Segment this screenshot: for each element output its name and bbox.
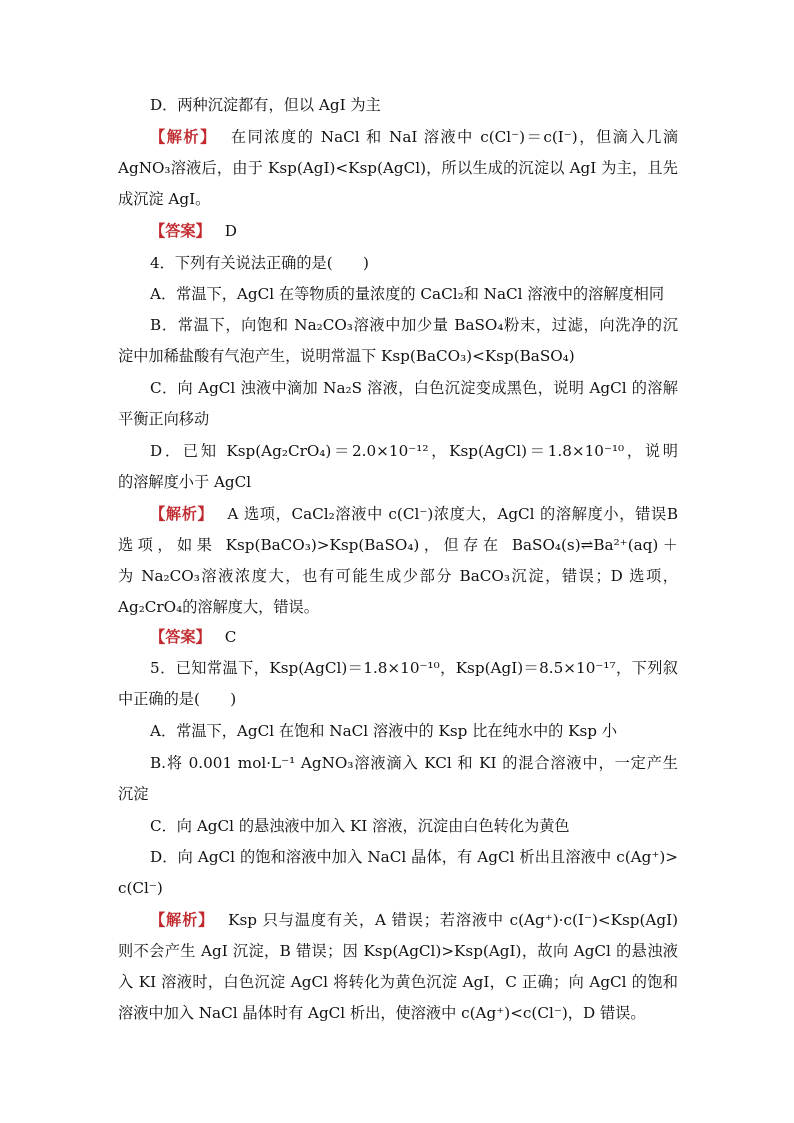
q4-analysis-line-1 [150,504,678,526]
q4-option-d-line-1: D．已知 Ksp(Ag₂CrO₄)＝2.0×10⁻¹²，Ksp(AgCl)＝1.8×10⁻¹⁰，说明 [150,442,678,460]
q3-analysis-label: 【解析】 [150,128,217,146]
q3-answer [150,221,678,243]
q4-option-a: A．常温下，AgCl 在等物质的量浓度的 CaCl₂和 NaCl 溶液中的溶解度相同 [150,285,665,303]
q4-analysis-line-2: 选项，如果 Ksp(BaCO₃)>Ksp(BaSO₄)，但存在 BaSO₄(s)⇌Ba²⁺(aq)＋ [118,536,678,554]
q5-option-b-line-2: 沉淀 [118,785,149,803]
q3-answer-label: 【答案】 [150,222,211,240]
q5-stem-line-2: 中正确的是( ) [118,690,237,708]
q4-stem: 4．下列有关说法正确的是( ) [150,254,369,272]
q4-option-b-line-2: 淀中加稀盐酸有气泡产生，说明常温下 Ksp(BaCO₃)<Ksp(BaSO₄) [118,347,575,365]
q5-analysis-line-2: 则不会产生 AgI 沉淀，B 错误；因 Ksp(AgCl)>Ksp(AgI)，故向 AgCl 的悬浊液 [118,942,678,960]
q4-answer-value: C [224,628,237,646]
q4-analysis-line-3: 为 Na₂CO₃溶液浓度大，也有可能生成少部分 BaCO₃沉淀，错误；D 选项， [118,567,678,585]
q5-option-a: A．常温下，AgCl 在饱和 NaCl 溶液中的 Ksp 比在纯水中的 Ksp 小 [150,722,618,740]
q4-answer [150,627,678,649]
q4-analysis-text-1: A 选项，CaCl₂溶液中 c(Cl⁻)浓度大，AgCl 的溶解度小，错误B [227,505,678,523]
q4-analysis-line-4: Ag₂CrO₄的溶解度大，错误。 [118,598,319,616]
q5-analysis-line-3: 入 KI 溶液时，白色沉淀 AgCl 将转化为黄色沉淀 AgI，C 正确；向 AgCl 的饱和 [118,973,678,991]
q5-option-d-line-2: c(Cl⁻) [118,879,163,897]
q4-option-b-line-1: B．常温下，向饱和 Na₂CO₃溶液中加少量 BaSO₄粉末，过滤，向洗净的沉 [150,316,678,334]
q4-analysis-label: 【解析】 [150,505,214,523]
q5-option-c: C．向 AgCl 的悬浊液中加入 KI 溶液，沉淀由白色转化为黄色 [150,817,570,835]
q3-analysis-line-1 [150,127,678,149]
q5-analysis-text-1: Ksp 只与温度有关，A 错误；若溶液中 c(Ag⁺)·c(I⁻)<Ksp(AgI) [228,911,678,929]
q5-analysis-label: 【解析】 [150,911,215,929]
q4-option-c-line-1: C．向 AgCl 浊液中滴加 Na₂S 溶液，白色沉淀变成黑色，说明 AgCl 的溶解 [150,379,678,397]
q5-stem-line-1: 5．已知常温下，Ksp(AgCl)＝1.8×10⁻¹⁰，Ksp(AgI)＝8.5×10⁻¹⁷，下列叙 [150,659,678,677]
q3-option-d: D．两种沉淀都有，但以 AgI 为主 [150,96,381,114]
q4-option-c-line-2: 平衡正向移动 [118,410,210,428]
q3-analysis-text-1: 在同浓度的 NaCl 和 NaI 溶液中 c(Cl⁻)＝c(I⁻)，但滴入几滴 [230,128,678,146]
q3-analysis-line-2: AgNO₃溶液后，由于 Ksp(AgI)<Ksp(AgCl)，所以生成的沉淀以 AgI 为主，且先 [118,159,678,177]
q3-answer-value: D [224,222,237,240]
q4-option-d-line-2: 的溶解度小于 AgCl [118,473,252,491]
q5-analysis-line-1 [150,910,678,932]
q3-analysis-line-3: 成沉淀 AgI。 [118,190,211,208]
q4-answer-label: 【答案】 [150,628,211,646]
q5-option-b-line-1: B.将 0.001 mol·L⁻¹ AgNO₃溶液滴入 KCl 和 KI 的混合溶液中，一定产生 [150,754,678,772]
q5-analysis-line-4: 溶液中加入 NaCl 晶体时有 AgCl 析出，使溶液中 c(Ag⁺)<c(Cl⁻)，D 错误。 [118,1004,646,1022]
q5-option-d-line-1: D．向 AgCl 的饱和溶液中加入 NaCl 晶体，有 AgCl 析出且溶液中 c(Ag⁺)> [150,848,678,866]
